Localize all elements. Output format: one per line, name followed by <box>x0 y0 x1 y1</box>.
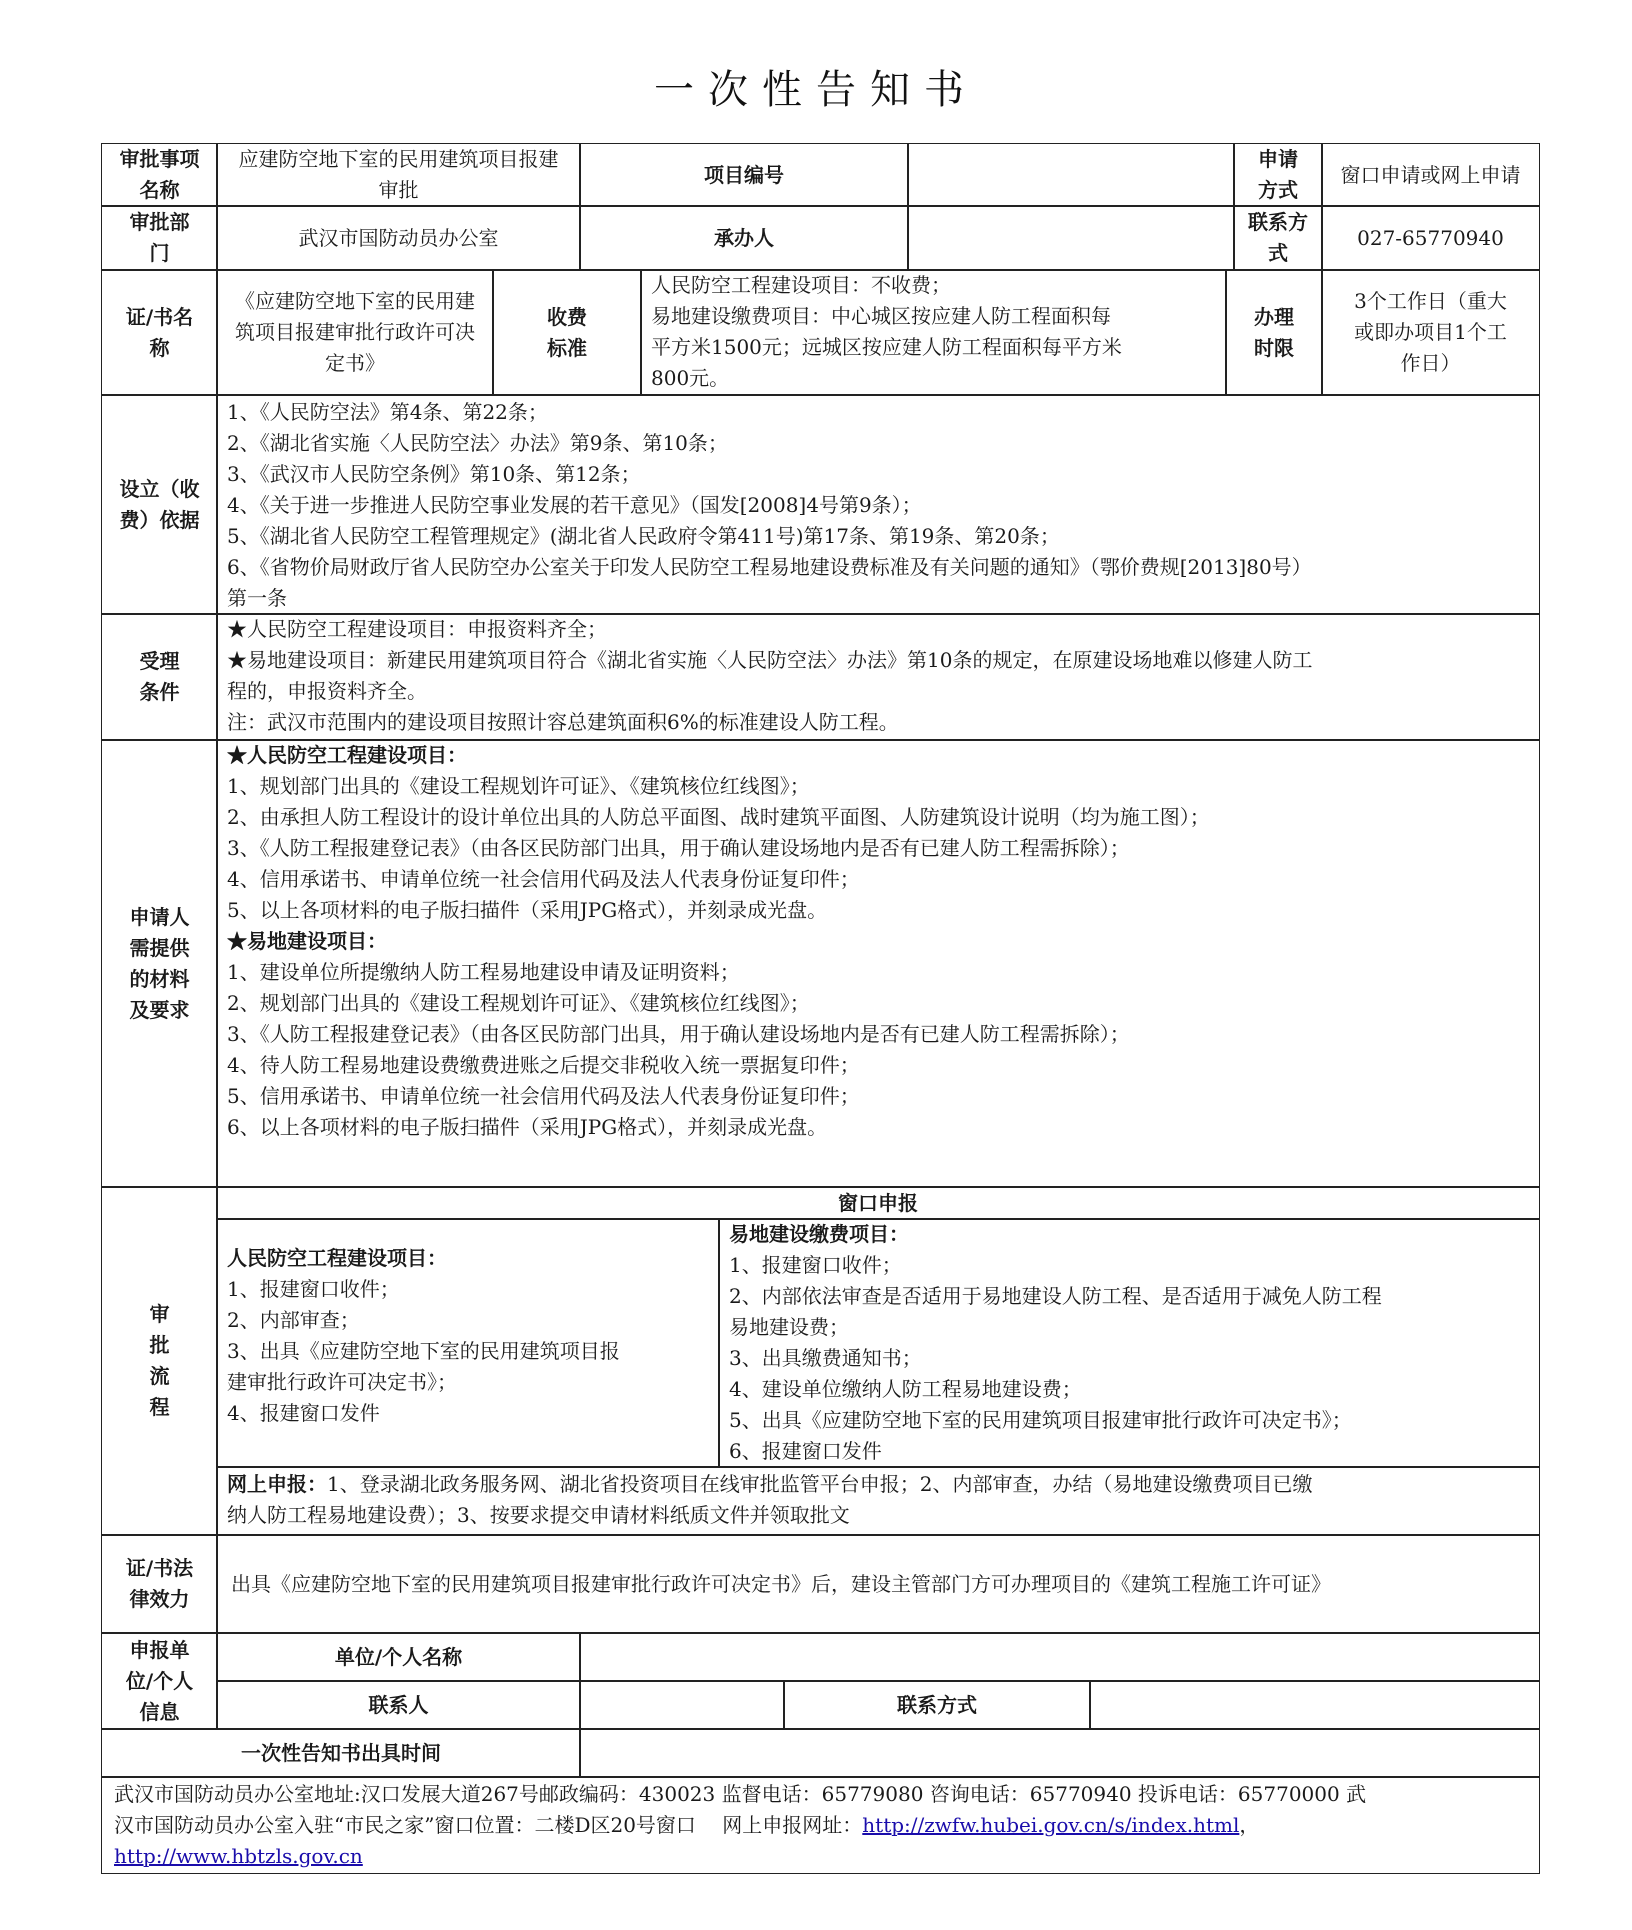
basis-item: 3、《武汉市人民防空条例》第10条、第12条； <box>227 462 641 486</box>
process-step: 4、建设单位缴纳人防工程易地建设费； <box>729 1377 1082 1401</box>
website-link[interactable]: http://www.hbtzls.gov.cn <box>114 1844 363 1868</box>
process-label: 审批流程 <box>101 1186 218 1536</box>
fee-standard <box>640 269 1227 396</box>
fee-line: 人民防空工程建设项目：不收费； <box>651 273 951 297</box>
issue-time-field[interactable] <box>579 1728 1540 1778</box>
fee-line: 800元。 <box>651 366 730 390</box>
legal-effect-label: 证/书法律效力 <box>101 1534 218 1634</box>
dept-value: 武汉市国防动员办公室 <box>216 205 581 271</box>
online-apply-label: 网上申报： <box>227 1472 327 1496</box>
item-name-label: 审批事项名称 <box>101 143 218 207</box>
materials-section2-title: ★易地建设项目： <box>227 929 387 953</box>
basis-label: 设立（收费）依据 <box>101 394 218 615</box>
condition-item: ★人民防空工程建设项目：申报资料齐全； <box>227 617 607 641</box>
applicant-name-label: 单位/个人名称 <box>216 1632 581 1682</box>
basis-list <box>216 394 1540 615</box>
cert-name-label: 证/书名称 <box>101 269 218 396</box>
handler-field[interactable] <box>907 205 1235 271</box>
condition-item: 注：武汉市范围内的建设项目按照计容总建筑面积6%的标准建设人防工程。 <box>227 710 899 734</box>
material-item: 4、信用承诺书、申请单位统一社会信用代码及法人代表身份证复印件； <box>227 867 860 891</box>
material-item: 5、以上各项材料的电子版扫描件（采用JPG格式），并刻录成光盘。 <box>227 898 828 922</box>
contact-label: 联系方式 <box>1233 205 1323 271</box>
process-step: 2、内部依法审查是否适用于易地建设人防工程、是否适用于减免人防工程 <box>729 1284 1382 1308</box>
online-apply-line1: 1、登录湖北政务服务网、湖北省投资项目在线审批监管平台申报；2、内部审查，办结（易地建设缴费项目已缴 <box>327 1472 1313 1496</box>
cert-name-value: 《应建防空地下室的民用建筑项目报建审批行政许可决定书》 <box>216 269 494 396</box>
material-item: 5、信用承诺书、申请单位统一社会信用代码及法人代表身份证复印件； <box>227 1084 860 1108</box>
materials-section1-title: ★人民防空工程建设项目： <box>227 743 467 767</box>
process-right-title: 易地建设缴费项目： <box>729 1222 909 1246</box>
applicant-name-field[interactable] <box>579 1632 1540 1682</box>
materials-list <box>216 739 1540 1188</box>
footer-line2: 汉市国防动员办公室入驻“市民之家”窗口位置：二楼D区20号窗口 网上申报网址： <box>114 1813 863 1837</box>
materials-label: 申请人需提供的材料及要求 <box>101 739 218 1188</box>
process-step: 3、出具《应建防空地下室的民用建筑项目报 <box>227 1339 620 1363</box>
issue-time-label: 一次性告知书出具时间 <box>101 1728 581 1778</box>
process-step: 易地建设费； <box>729 1315 849 1339</box>
page-title: 一次性告知书 <box>654 67 978 113</box>
material-item: 2、规划部门出具的《建设工程规划许可证》、《建筑核位红线图》； <box>227 991 810 1015</box>
process-step: 建审批行政许可决定书》； <box>227 1370 457 1394</box>
process-step: 5、出具《应建防空地下室的民用建筑项目报建审批行政许可决定书》； <box>729 1408 1352 1432</box>
online-apply-link[interactable]: http://zwfw.hubei.gov.cn/s/index.html <box>862 1813 1240 1837</box>
condition-item: ★易地建设项目：新建民用建筑项目符合《湖北省实施〈人民防空法〉办法》第10条的规定，在原建设场地难以修建人防工 <box>227 648 1313 672</box>
basis-item: 2、《湖北省实施〈人民防空法〉办法》第9条、第10条； <box>227 431 728 455</box>
dept-label: 审批部门 <box>101 205 218 271</box>
process-step: 1、报建窗口收件； <box>729 1253 902 1277</box>
material-item: 1、规划部门出具的《建设工程规划许可证》、《建筑核位红线图》； <box>227 774 810 798</box>
contact-method-label: 联系方式 <box>783 1680 1091 1730</box>
process-left-title: 人民防空工程建设项目： <box>227 1246 447 1270</box>
process-step: 1、报建窗口收件； <box>227 1277 400 1301</box>
material-item: 4、待人防工程易地建设费缴费进账之后提交非税收入统一票据复印件； <box>227 1053 860 1077</box>
online-apply-line2: 纳人防工程易地建设费）；3、按要求提交申请材料纸质文件并领取批文 <box>227 1503 850 1527</box>
footer-comma: ， <box>1239 1813 1260 1837</box>
window-apply-header: 窗口申报 <box>216 1186 1540 1220</box>
fee-label: 收费标准 <box>492 269 642 396</box>
contact-method-field[interactable] <box>1089 1680 1540 1730</box>
time-limit-label: 办理时限 <box>1225 269 1323 396</box>
material-item: 6、以上各项材料的电子版扫描件（采用JPG格式），并刻录成光盘。 <box>227 1115 828 1139</box>
legal-effect-value: 出具《应建防空地下室的民用建筑项目报建审批行政许可决定书》后，建设主管部门方可办理项目的《建筑工程施工许可证》 <box>216 1534 1540 1634</box>
time-limit-value: 3个工作日（重大或即办项目1个工作日） <box>1321 269 1540 396</box>
material-item: 2、由承担人防工程设计的设计单位出具的人防总平面图、战时建筑平面图、人防建筑设计说明（均为施工图）； <box>227 805 1210 829</box>
basis-item: 1、《人民防空法》第4条、第22条； <box>227 400 548 424</box>
process-step: 3、出具缴费通知书； <box>729 1346 922 1370</box>
footer-info <box>101 1776 1540 1874</box>
applicant-label: 申报单位/个人信息 <box>101 1632 218 1730</box>
process-step: 6、报建窗口发件 <box>729 1439 882 1463</box>
fee-line: 易地建设缴费项目：中心城区按应建人防工程面积每 <box>651 304 1111 328</box>
online-apply <box>216 1466 1540 1536</box>
project-no-label: 项目编号 <box>579 143 909 207</box>
contact-value: 027-65770940 <box>1321 205 1540 271</box>
contact-person-field[interactable] <box>579 1680 785 1730</box>
condition-item: 程的，申报资料齐全。 <box>227 679 427 703</box>
process-step: 4、报建窗口发件 <box>227 1401 380 1425</box>
conditions-list <box>216 613 1540 741</box>
apply-method-label: 申请方式 <box>1233 143 1323 207</box>
material-item: 3、《人防工程报建登记表》（由各区民防部门出具，用于确认建设场地内是否有已建人防工程需拆除）； <box>227 1022 1130 1046</box>
material-item: 3、《人防工程报建登记表》（由各区民防部门出具，用于确认建设场地内是否有已建人防工程需拆除）； <box>227 836 1130 860</box>
apply-method-value: 窗口申请或网上申请 <box>1321 143 1540 207</box>
handler-label: 承办人 <box>579 205 909 271</box>
conditions-label: 受理条件 <box>101 613 218 741</box>
fee-line: 平方米1500元；远城区按应建人防工程面积每平方米 <box>651 335 1122 359</box>
material-item: 1、建设单位所提缴纳人防工程易地建设申请及证明资料； <box>227 960 740 984</box>
basis-item: 5、《湖北省人民防空工程管理规定》(湖北省人民政府令第411号)第17条、第19条、第20条； <box>227 524 1060 548</box>
basis-item: 4、《关于进一步推进人民防空事业发展的若干意见》（国发[2008]4号第9条）； <box>227 493 922 517</box>
basis-item: 第一条 <box>227 586 287 610</box>
footer-line1: 武汉市国防动员办公室地址:汉口发展大道267号邮政编码：430023 监督电话：65779080 咨询电话：65770940 投诉电话：65770000 武 <box>114 1782 1367 1806</box>
process-left <box>216 1218 720 1468</box>
item-name-value: 应建防空地下室的民用建筑项目报建审批 <box>216 143 581 207</box>
project-no-field[interactable] <box>907 143 1235 207</box>
basis-item: 6、《省物价局财政厅省人民防空办公室关于印发人民防空工程易地建设费标准及有关问题的通知》（鄂价费规[2013]80号） <box>227 555 1312 579</box>
contact-person-label: 联系人 <box>216 1680 581 1730</box>
process-step: 2、内部审查； <box>227 1308 360 1332</box>
process-right <box>718 1218 1540 1468</box>
